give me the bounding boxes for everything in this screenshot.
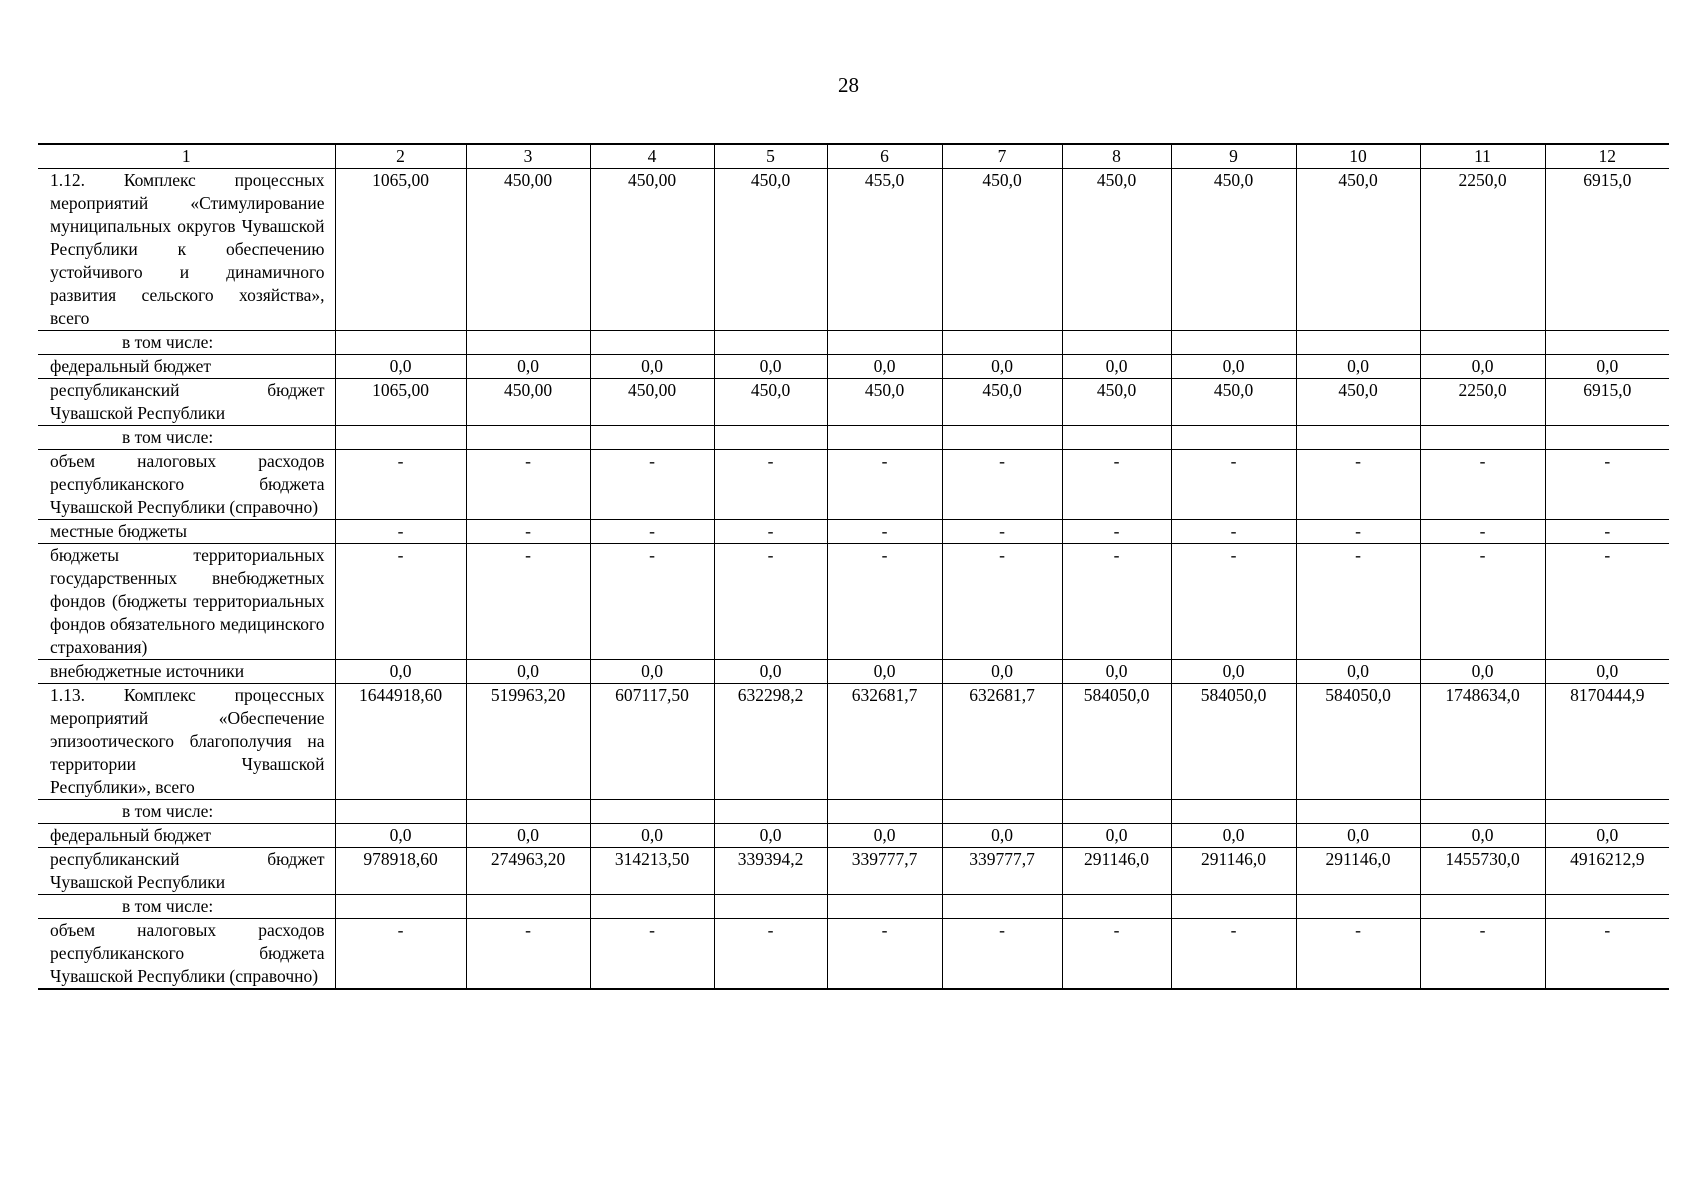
value-cell xyxy=(1420,800,1545,824)
value-cell: - xyxy=(590,544,714,660)
value-cell: - xyxy=(1420,450,1545,520)
value-cell: - xyxy=(827,450,942,520)
value-cell: 0,0 xyxy=(1545,660,1669,684)
value-cell: 0,0 xyxy=(1420,824,1545,848)
value-cell: 450,0 xyxy=(1296,169,1420,331)
value-cell xyxy=(335,426,466,450)
value-cell: 450,00 xyxy=(466,169,590,331)
value-cell: 607117,50 xyxy=(590,684,714,800)
table-row xyxy=(38,450,1669,520)
value-cell: - xyxy=(714,450,827,520)
value-cell xyxy=(1420,895,1545,919)
value-cell: - xyxy=(1296,919,1420,990)
value-cell: - xyxy=(1545,919,1669,990)
value-cell: 0,0 xyxy=(714,660,827,684)
table-row xyxy=(38,660,1669,684)
row-label: федеральный бюджет xyxy=(38,355,335,379)
value-cell: 1455730,0 xyxy=(1420,848,1545,895)
value-cell: 0,0 xyxy=(827,824,942,848)
value-cell: 584050,0 xyxy=(1296,684,1420,800)
header-cell: 7 xyxy=(942,144,1062,169)
value-cell: - xyxy=(466,544,590,660)
value-cell xyxy=(942,800,1062,824)
value-cell: 0,0 xyxy=(590,355,714,379)
value-cell: 0,0 xyxy=(335,824,466,848)
header-cell: 12 xyxy=(1545,144,1669,169)
value-cell xyxy=(466,331,590,355)
value-cell xyxy=(1296,331,1420,355)
row-label: в том числе: xyxy=(38,331,335,355)
value-cell xyxy=(1062,331,1171,355)
value-cell xyxy=(827,426,942,450)
value-cell: 0,0 xyxy=(827,660,942,684)
row-label: федеральный бюджет xyxy=(38,824,335,848)
value-cell: - xyxy=(1171,520,1296,544)
value-cell: - xyxy=(714,919,827,990)
value-cell: 632298,2 xyxy=(714,684,827,800)
value-cell: 455,0 xyxy=(827,169,942,331)
table-row xyxy=(38,169,1669,331)
value-cell: - xyxy=(1062,919,1171,990)
value-cell xyxy=(590,426,714,450)
table-row xyxy=(38,520,1669,544)
value-cell: 339394,2 xyxy=(714,848,827,895)
budget-table xyxy=(38,143,1669,990)
value-cell: 291146,0 xyxy=(1171,848,1296,895)
value-cell: 0,0 xyxy=(942,355,1062,379)
value-cell: - xyxy=(1420,520,1545,544)
value-cell xyxy=(827,331,942,355)
value-cell xyxy=(1545,800,1669,824)
value-cell xyxy=(1062,800,1171,824)
value-cell xyxy=(1062,426,1171,450)
value-cell xyxy=(335,800,466,824)
value-cell: - xyxy=(590,520,714,544)
value-cell: 632681,7 xyxy=(942,684,1062,800)
table-row xyxy=(38,684,1669,800)
value-cell: - xyxy=(714,520,827,544)
value-cell: 0,0 xyxy=(1296,355,1420,379)
value-cell xyxy=(1420,331,1545,355)
value-cell: 450,00 xyxy=(466,379,590,426)
table-row xyxy=(38,426,1669,450)
value-cell: - xyxy=(827,520,942,544)
value-cell: 291146,0 xyxy=(1062,848,1171,895)
value-cell: - xyxy=(1420,544,1545,660)
value-cell xyxy=(590,895,714,919)
value-cell: 1065,00 xyxy=(335,169,466,331)
value-cell: - xyxy=(942,544,1062,660)
header-row xyxy=(38,144,1669,169)
header-cell: 11 xyxy=(1420,144,1545,169)
row-label: республиканский бюджет Чувашской Республики xyxy=(38,379,335,426)
row-label: в том числе: xyxy=(38,800,335,824)
value-cell: 450,0 xyxy=(942,379,1062,426)
table-row xyxy=(38,544,1669,660)
value-cell: - xyxy=(590,919,714,990)
value-cell: 584050,0 xyxy=(1062,684,1171,800)
value-cell: - xyxy=(1296,520,1420,544)
value-cell: 8170444,9 xyxy=(1545,684,1669,800)
value-cell xyxy=(590,331,714,355)
row-label: 1.13. Комплекс процессных мероприятий «Обеспечение эпизоотического благополучия на территории Чувашской Республики», всего xyxy=(38,684,335,800)
value-cell: - xyxy=(466,520,590,544)
value-cell xyxy=(335,331,466,355)
table-row xyxy=(38,331,1669,355)
header-cell: 5 xyxy=(714,144,827,169)
value-cell: 0,0 xyxy=(1062,660,1171,684)
table-row xyxy=(38,824,1669,848)
value-cell: - xyxy=(466,919,590,990)
value-cell: 0,0 xyxy=(335,660,466,684)
value-cell xyxy=(1545,426,1669,450)
value-cell: - xyxy=(827,544,942,660)
value-cell xyxy=(1545,895,1669,919)
value-cell: 0,0 xyxy=(335,355,466,379)
value-cell: 4916212,9 xyxy=(1545,848,1669,895)
row-label: объем налоговых расходов республиканского бюджета Чувашской Республики (справочно) xyxy=(38,450,335,520)
value-cell: 0,0 xyxy=(466,355,590,379)
value-cell xyxy=(942,426,1062,450)
value-cell: 314213,50 xyxy=(590,848,714,895)
value-cell: - xyxy=(590,450,714,520)
value-cell: - xyxy=(1062,450,1171,520)
value-cell: 519963,20 xyxy=(466,684,590,800)
value-cell: - xyxy=(335,450,466,520)
table-row xyxy=(38,919,1669,990)
row-label: в том числе: xyxy=(38,426,335,450)
value-cell: - xyxy=(1545,544,1669,660)
value-cell: - xyxy=(942,919,1062,990)
value-cell: 2250,0 xyxy=(1420,169,1545,331)
value-cell: 0,0 xyxy=(466,824,590,848)
value-cell xyxy=(714,331,827,355)
value-cell xyxy=(335,895,466,919)
value-cell: 1644918,60 xyxy=(335,684,466,800)
value-cell xyxy=(1296,426,1420,450)
value-cell: 0,0 xyxy=(714,355,827,379)
value-cell xyxy=(827,895,942,919)
value-cell xyxy=(1545,331,1669,355)
header-cell: 8 xyxy=(1062,144,1171,169)
value-cell: 0,0 xyxy=(1545,824,1669,848)
table-row xyxy=(38,800,1669,824)
header-cell: 1 xyxy=(38,144,335,169)
header-cell: 10 xyxy=(1296,144,1420,169)
row-label: местные бюджеты xyxy=(38,520,335,544)
page-number: 28 xyxy=(838,73,859,97)
value-cell: 339777,7 xyxy=(827,848,942,895)
value-cell: 450,0 xyxy=(1062,379,1171,426)
value-cell xyxy=(942,331,1062,355)
value-cell: 291146,0 xyxy=(1296,848,1420,895)
value-cell: 0,0 xyxy=(1420,355,1545,379)
value-cell xyxy=(1171,331,1296,355)
value-cell: 0,0 xyxy=(1171,824,1296,848)
value-cell: 0,0 xyxy=(1420,660,1545,684)
value-cell: 274963,20 xyxy=(466,848,590,895)
value-cell: - xyxy=(1296,544,1420,660)
value-cell: 450,0 xyxy=(1296,379,1420,426)
value-cell xyxy=(1171,895,1296,919)
value-cell: - xyxy=(1171,450,1296,520)
value-cell xyxy=(1062,895,1171,919)
value-cell: - xyxy=(335,520,466,544)
value-cell xyxy=(714,895,827,919)
value-cell: - xyxy=(942,450,1062,520)
header-cell: 9 xyxy=(1171,144,1296,169)
value-cell: 0,0 xyxy=(1296,824,1420,848)
value-cell xyxy=(466,800,590,824)
value-cell: - xyxy=(1062,520,1171,544)
value-cell xyxy=(1171,800,1296,824)
header-cell: 6 xyxy=(827,144,942,169)
value-cell: 0,0 xyxy=(1171,660,1296,684)
value-cell: - xyxy=(466,450,590,520)
value-cell: - xyxy=(1420,919,1545,990)
row-label: объем налоговых расходов республиканского бюджета Чувашской Республики (справочно) xyxy=(38,919,335,990)
value-cell xyxy=(714,800,827,824)
value-cell xyxy=(590,800,714,824)
row-label: республиканский бюджет Чувашской Республики xyxy=(38,848,335,895)
value-cell xyxy=(466,895,590,919)
value-cell: 584050,0 xyxy=(1171,684,1296,800)
value-cell: - xyxy=(1296,450,1420,520)
value-cell: 450,00 xyxy=(590,169,714,331)
value-cell: - xyxy=(1171,544,1296,660)
value-cell: 0,0 xyxy=(1171,355,1296,379)
value-cell xyxy=(942,895,1062,919)
value-cell xyxy=(827,800,942,824)
header-cell: 2 xyxy=(335,144,466,169)
value-cell: 450,0 xyxy=(1062,169,1171,331)
header-cell: 3 xyxy=(466,144,590,169)
value-cell: 632681,7 xyxy=(827,684,942,800)
row-label: бюджеты территориальных государственных внебюджетных фондов (бюджеты территориальных фондов обязательного медицинского страхования) xyxy=(38,544,335,660)
value-cell: 0,0 xyxy=(1062,355,1171,379)
value-cell: - xyxy=(1545,520,1669,544)
value-cell: 0,0 xyxy=(1296,660,1420,684)
row-label: в том числе: xyxy=(38,895,335,919)
value-cell xyxy=(1296,895,1420,919)
value-cell: 450,0 xyxy=(827,379,942,426)
value-cell: 0,0 xyxy=(590,660,714,684)
table-row xyxy=(38,379,1669,426)
value-cell: 0,0 xyxy=(942,824,1062,848)
value-cell xyxy=(1171,426,1296,450)
value-cell: 450,0 xyxy=(1171,169,1296,331)
value-cell: 0,0 xyxy=(1062,824,1171,848)
value-cell: - xyxy=(714,544,827,660)
value-cell: 339777,7 xyxy=(942,848,1062,895)
value-cell: 0,0 xyxy=(466,660,590,684)
value-cell: 2250,0 xyxy=(1420,379,1545,426)
value-cell: - xyxy=(1171,919,1296,990)
value-cell: 450,00 xyxy=(590,379,714,426)
value-cell xyxy=(714,426,827,450)
row-label: 1.12. Комплекс процессных мероприятий «Стимулирование муниципальных округов Чувашской Республики к обеспечению устойчивого и динамичного развития сельского хозяйства», всего xyxy=(38,169,335,331)
value-cell: 0,0 xyxy=(827,355,942,379)
value-cell: 450,0 xyxy=(1171,379,1296,426)
value-cell: - xyxy=(1062,544,1171,660)
value-cell xyxy=(1296,800,1420,824)
value-cell: 0,0 xyxy=(1545,355,1669,379)
value-cell: - xyxy=(335,544,466,660)
value-cell xyxy=(1420,426,1545,450)
value-cell: - xyxy=(827,919,942,990)
value-cell: 0,0 xyxy=(714,824,827,848)
value-cell: 1748634,0 xyxy=(1420,684,1545,800)
value-cell: - xyxy=(1545,450,1669,520)
header-cell: 4 xyxy=(590,144,714,169)
value-cell: 0,0 xyxy=(942,660,1062,684)
table-row xyxy=(38,848,1669,895)
value-cell: 1065,00 xyxy=(335,379,466,426)
value-cell: - xyxy=(942,520,1062,544)
value-cell: 6915,0 xyxy=(1545,169,1669,331)
value-cell: - xyxy=(335,919,466,990)
row-label: внебюджетные источники xyxy=(38,660,335,684)
table-row xyxy=(38,355,1669,379)
value-cell: 0,0 xyxy=(590,824,714,848)
table-row xyxy=(38,895,1669,919)
value-cell: 450,0 xyxy=(714,379,827,426)
value-cell xyxy=(466,426,590,450)
value-cell: 6915,0 xyxy=(1545,379,1669,426)
value-cell: 450,0 xyxy=(942,169,1062,331)
value-cell: 450,0 xyxy=(714,169,827,331)
value-cell: 978918,60 xyxy=(335,848,466,895)
